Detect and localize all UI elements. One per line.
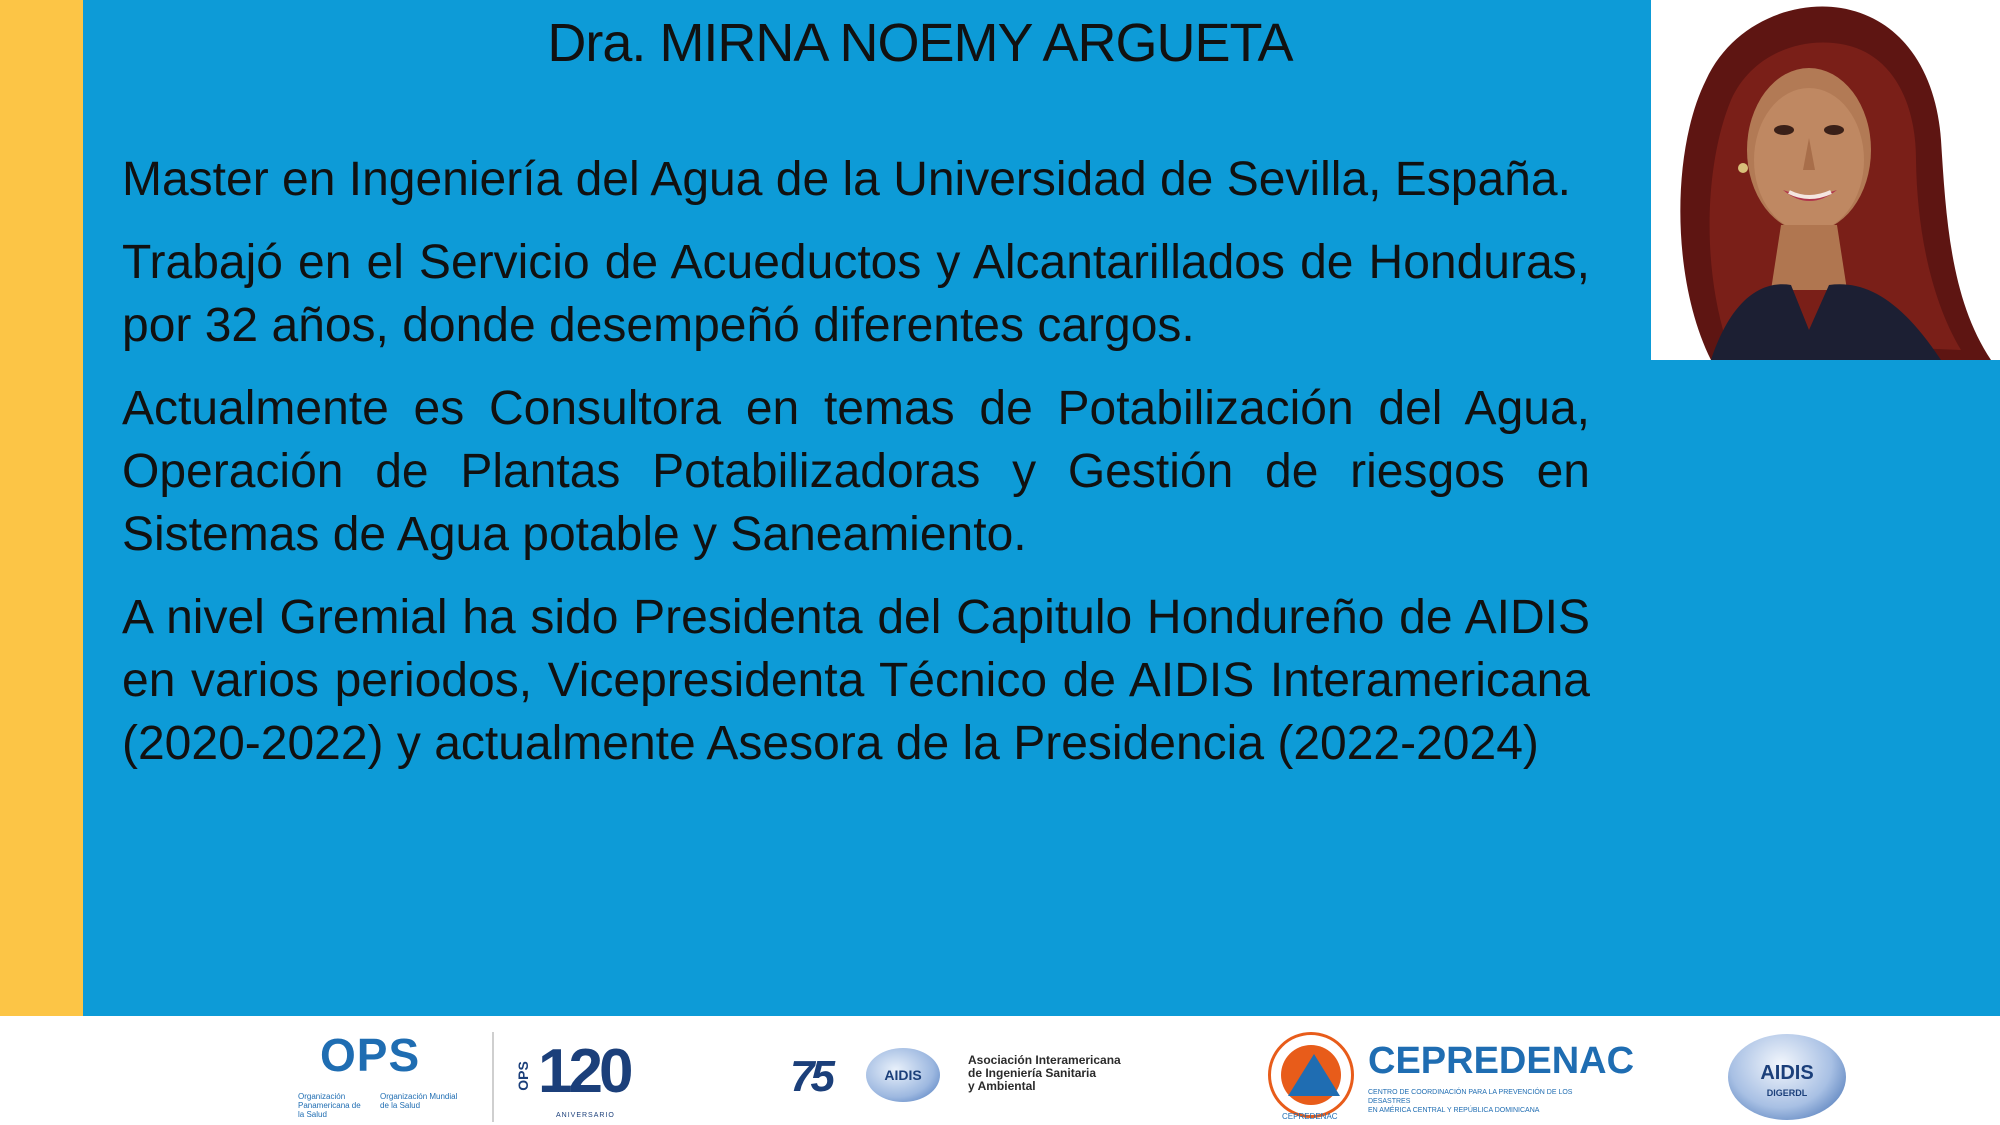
aidis-digerdl-name: AIDIS — [1760, 1062, 1814, 1084]
bio-paragraph-aidis-roles: A nivel Gremial ha sido Presidenta del Capitulo Hondureño de AIDIS en varios periodos, Vicepresidenta Técnico de AIDIS Interamericana (2020-2022) y actualmente Asesora de la Presidencia (2022-2024) — [122, 591, 1590, 770]
aidis-digerdl-subtitle: DIGERDL — [1766, 1088, 1808, 1098]
cepredenac-name: CEPREDENAC — [1368, 1040, 1635, 1082]
ops-120-anniversary-logo — [514, 1028, 643, 1124]
ops-logo-subtitle-right: Organización Mundial de la Salud — [380, 1092, 458, 1110]
cepredenac-subtitle-line-1: CENTRO DE COORDINACIÓN PARA LA PREVENCIÓN DE LOS DESASTRES — [1368, 1089, 1573, 1105]
speaker-bio — [122, 148, 1590, 795]
aidis-75-number: 75 — [790, 1052, 831, 1101]
ops-logo-subtitle-left: Organización Panamericana de la Salud — [298, 1092, 361, 1119]
cepredenac-emblem-icon — [1268, 1032, 1354, 1118]
ops-120-subtitle: ANIVERSARIO — [556, 1112, 615, 1119]
ops-120-number: 120 — [538, 1037, 630, 1106]
ops-120-vertical-text: OPS — [514, 1061, 531, 1091]
aidis-name-line-1: Asociación Interamericana — [968, 1053, 1121, 1067]
ops-logo-text: OPS — [320, 1029, 421, 1081]
logo-divider — [492, 1032, 494, 1122]
aidis-full-name — [968, 1054, 1121, 1093]
cepredenac-logo — [1268, 1032, 1635, 1124]
speaker-name-title: Dra. MIRNA NOEMY ARGUETA — [547, 13, 1293, 73]
ops-logo — [290, 1028, 470, 1122]
bio-paragraph-education: Master en Ingeniería del Agua de la Universidad de Sevilla, España. — [122, 153, 1571, 206]
speaker-photo — [1651, 0, 2000, 360]
aidis-name-line-3: y Ambiental — [968, 1079, 1036, 1093]
cepredenac-subtitle — [1368, 1088, 1608, 1115]
aidis-digerdl-logo — [1728, 1034, 1846, 1120]
cepredenac-emblem-text: CEPREDENAC — [1282, 1112, 1338, 1121]
aidis-globe-icon: AIDIS — [866, 1048, 940, 1102]
bio-paragraph-career: Trabajó en el Servicio de Acueductos y Alcantarillados de Honduras, por 32 años, donde desempeñó diferentes cargos. — [122, 236, 1590, 352]
aidis-75-logo — [790, 1040, 1150, 1112]
accent-side-bar — [0, 0, 83, 1016]
speaker-portrait-image — [1651, 0, 2000, 360]
cepredenac-subtitle-line-2: EN AMÉRICA CENTRAL Y REPÚBLICA DOMINICANA — [1368, 1107, 1540, 1114]
aidis-name-line-2: de Ingeniería Sanitaria — [968, 1066, 1097, 1080]
bio-paragraph-current-role: Actualmente es Consultora en temas de Potabilización del Agua, Operación de Plantas Potabilizadoras y Gestión de riesgos en Sistemas de Agua potable y Saneamiento. — [122, 382, 1590, 561]
